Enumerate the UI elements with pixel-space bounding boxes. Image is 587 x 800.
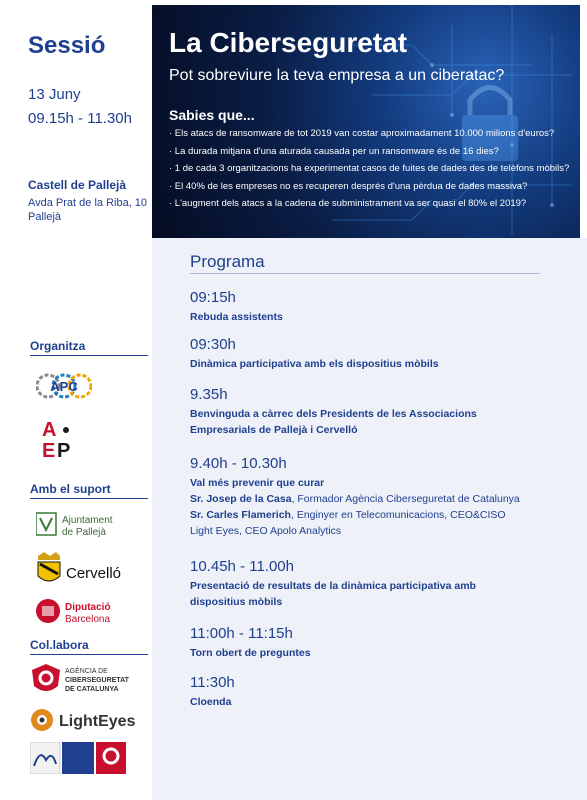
programme-item <box>190 289 550 325</box>
svg-text:de Pallejà: de Pallejà <box>62 527 106 538</box>
session-date: 13 Juny <box>28 86 81 103</box>
speaker <box>190 507 520 539</box>
programme-item <box>190 455 550 539</box>
svg-text:P: P <box>57 440 71 460</box>
collabora-label: Col.labora <box>30 638 89 652</box>
programme-item <box>190 336 550 372</box>
apc-logo-text: APC <box>50 379 78 394</box>
aep-logo-text: AEP <box>40 418 43 419</box>
speaker-name: Sr. Josep de la Casa <box>190 493 292 505</box>
diputacio-logo <box>36 598 126 628</box>
speaker-name: Sr. Carles Flamerich <box>190 509 291 521</box>
svg-text:Diputació: Diputació <box>65 602 111 613</box>
item-time: 9.35h <box>190 386 228 403</box>
svg-text:A: A <box>42 419 57 441</box>
apc-logo <box>36 368 92 408</box>
item-desc: Val més prevenir que curar <box>190 477 325 489</box>
item-time: 9.40h - 10.30h <box>190 455 287 472</box>
sidebar <box>0 0 152 800</box>
fact-item: · La durada mitjana d'una aturada causada per un ransomware és de 16 dies? <box>169 145 499 157</box>
session-time: 09.15h - 11.30h <box>28 110 132 127</box>
ajuntament-logo <box>36 510 126 540</box>
hero-banner <box>152 5 580 238</box>
speaker-role: , Formador Agència Ciberseguretat de Catalunya <box>291 493 520 505</box>
cervello-logo <box>34 550 124 588</box>
speaker-role: , Enginyer en Telecomunicacions, CEO&CISO Light Eyes, CEO Apolo Analytics <box>190 509 506 537</box>
item-desc: Dinàmica participativa amb els dispositius mòbils <box>190 358 439 370</box>
hero-question: Sabies que... <box>169 107 255 123</box>
speaker <box>190 491 550 507</box>
item-time: 11:00h - 11:15h <box>190 625 293 642</box>
item-desc: Rebuda assistents <box>190 311 283 323</box>
divider <box>190 273 540 274</box>
hero-subtitle: Pot sobreviure la teva empresa a un ciberatac? <box>169 67 505 84</box>
svg-text:Cervelló: Cervelló <box>66 565 122 582</box>
suport-label: Amb el suport <box>30 482 111 496</box>
programa-title: Programa <box>190 252 265 271</box>
svg-text:LightEyes: LightEyes <box>59 713 136 730</box>
svg-text:CIBERSEGURETAT: CIBERSEGURETAT <box>65 677 129 684</box>
svg-text:AGÈNCIA DE: AGÈNCIA DE <box>65 668 108 675</box>
aep-logo <box>40 418 84 460</box>
fact-item: · 1 de cada 3 organitzacions ha experimentat casos de fuites de dades des de telèfons mòbils? <box>169 163 570 174</box>
agencia-ciberseguretat-logo <box>30 662 145 696</box>
facts-list <box>169 125 579 213</box>
programme-item <box>190 625 550 661</box>
item-desc: Torn obert de preguntes <box>190 647 311 659</box>
svg-text:Ajuntament: Ajuntament <box>62 515 113 526</box>
item-time: 09:30h <box>190 336 236 353</box>
item-desc: Benvinguda a càrrec dels Presidents de les Associacions Empresarials de Pallejà i Cervelló <box>190 408 477 436</box>
item-time: 09:15h <box>190 289 236 306</box>
divider <box>30 498 148 499</box>
item-time: 11:30h <box>190 674 235 691</box>
programme-item <box>190 674 550 710</box>
organitza-label: Organitza <box>30 339 86 353</box>
collaborator-banner-logo <box>30 742 126 774</box>
hero-title: La Ciberseguretat <box>169 27 408 58</box>
fact-item: · El 40% de les empreses no es recuperen després d'una pèrdua de dades massiva? <box>169 180 528 192</box>
venue-name: Castell de Pallejà <box>28 178 127 192</box>
item-time: 10.45h - 11.00h <box>190 558 294 575</box>
svg-text:DE CATALUNYA: DE CATALUNYA <box>65 686 119 693</box>
fact-item: · L'augment dels atacs a la cadena de subministrament va ser quasi el 80% el 2019? <box>169 198 527 209</box>
session-title: Sessió <box>28 32 106 59</box>
item-desc: Cloenda <box>190 696 232 708</box>
divider <box>30 355 148 356</box>
lighteyes-logo <box>30 706 148 734</box>
venue-address: Avda Prat de la Riba, 10 Pallejà <box>28 197 148 223</box>
fact-item: · Els atacs de ransomware de tot 2019 van costar aproximadament 10.000 milions d'euros? <box>169 128 555 139</box>
svg-text:Barcelona: Barcelona <box>65 614 111 625</box>
svg-text:E: E <box>42 440 56 460</box>
programme-item <box>190 386 510 438</box>
item-desc: Presentació de resultats de la dinàmica participativa amb dispositius mòbils <box>190 580 476 608</box>
programme-item <box>190 558 510 610</box>
divider <box>30 654 148 655</box>
